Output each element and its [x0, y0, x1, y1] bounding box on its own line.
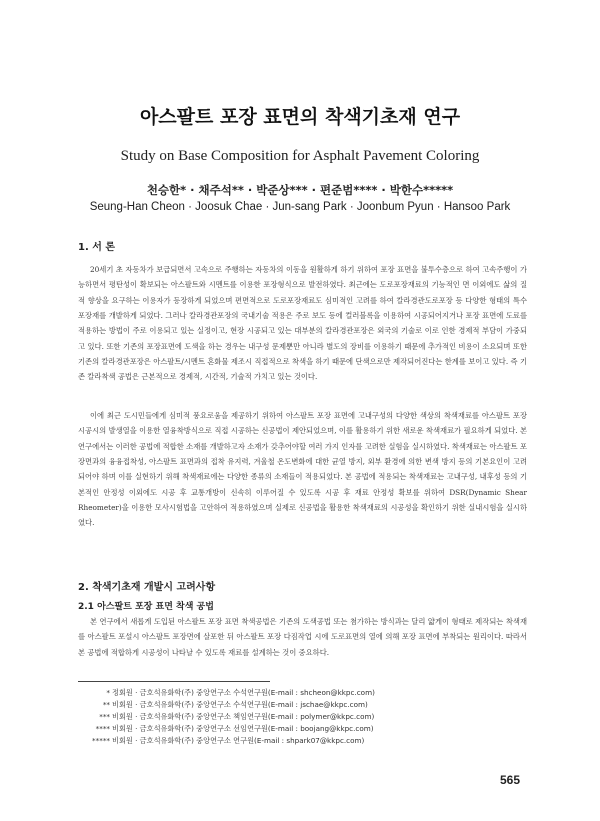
footnote-text: 비회원 · 금호석유화학(주) 중앙연구소 연구원(E-mail : shpark07@kkpc.com) [112, 736, 365, 745]
footnote-text: 정회원 · 금호석유화학(주) 중앙연구소 수석연구원(E-mail : shcheon@kkpc.com) [112, 688, 375, 697]
authors-english: Seung-Han Cheon · Joosuk Chae · Jun-sang Park · Joonbum Pyun · Hansoo Park [89, 201, 511, 213]
paper-title: 아스팔트 포장 표면의 착색기초재 연구 [139, 106, 461, 128]
footnote-5 [88, 735, 364, 746]
section-2-1-heading: 2.1 아스팔트 포장 표면 착색 공법 [78, 602, 214, 612]
footnote-mark: * [106, 688, 110, 697]
footnote-2 [88, 699, 368, 710]
footnote-mark: **** [95, 724, 110, 733]
footnote-4 [88, 723, 374, 734]
footnote-divider [78, 681, 270, 682]
footnote-mark: *** [99, 712, 110, 721]
footnote-text: 비회원 · 금호석유화학(주) 중앙연구소 책임연구원(E-mail : polymer@kkpc.com) [112, 712, 375, 721]
footnote-3 [88, 711, 374, 722]
section-1-paragraph-2: 이에 최근 도시민들에게 심미적 풍요로움을 제공하기 위하여 아스팔트 포장 표면에 고내구성의 다양한 색상의 착색재료를 아스팔트 포장 시공시의 발생열을 이용한 열융착방식으로 직접 시공하는 신공법이 제안되었으며, 이를 활용하기 위한 새로운 착색재료가 필요하게 되었다. 본 연구에서는 이러한 공법에 적합한 소재를 개발하고자 소재가 갖추어야할 여러 가지 인자를 고려한 실험을 실시하였다. 착색재료는 아스팔트 포장면과의 융융접착성, 아스팔트 표면과의 접착 유지력, 겨울철 온도변화에 대한 균열 방지, 외부 환경에 의한 변색 방지 등의 기본요인이 고려되어야 하며 이를 실현하기 위해 착색재료에는 다양한 종류의 소재들이 적용되었다. 본 공법에 적용되는 착색재료는 고내구성, 내후성 등의 기본적인 안정성 이외에도 시공 후 교통개방이 신속히 이루어질 수 있도록 시공 후 재료 안정성 확보를 위하여 DSR(Dynamic Shear Rheometer)을 이용한 모사시험법을 고안하여 적용하였으며 실제로 신공법을 활용한 착색재료의 시공성을 확인하기 위한 실내시험을 실시하였다. [78, 411, 527, 528]
footnote-mark: ***** [92, 736, 110, 745]
section-2-heading: 2. 착색기초재 개발시 고려사항 [78, 582, 216, 593]
section-1-paragraph-1: 20세기 초 자동차가 보급되면서 고속으로 주행하는 자동차의 이동을 원활하게 하기 위하여 포장 표면을 불투수층으로 하여 고속주행이 가능하면서 평탄성이 확보되는 아스팔트와 시멘트를 이용한 포장형식으로 발전하였다. 최근에는 도로포장재료의 기능적인 면 이외에도 삶의 질적 향상을 요구하는 이용자가 등장하게 되었으며 편면적으로 도로포장재료도 심미적인 고려를 하여 칼라경관도로포장 등 다양한 형태의 특수포장재를 개발하게 되었다. 그러나 칼라경관포장의 국내기술 적용은 주로 보도 등에 컬러블록을 이용하여 시공되어지거나 포장 표면에 도료를 적용하는 방법이 주로 이용되고 있는 실정이고, 현장 시공되고 있는 대부분의 칼라경관포장은 외국의 기술로 이로 인한 경제적 부담이 가중되고 있다. 또한 기존의 포장표면에 도색을 하는 경우는 내구성 문제뿐만 아니라 별도의 장비를 이용하기 때문에 추가적인 비용이 소요되며 또한 기존의 칼라경관포장은 아스팔트/시멘트 혼화물 제조시 직접적으로 착색을 하기 때문에 단색으로만 제작되어진다는 한계를 보이고 있다. 즉 기존 칼라착색 공법은 근본적으로 경제적, 시간적, 기술적 가치고 있는 것이다. [78, 265, 527, 382]
footnote-mark: ** [102, 700, 110, 709]
page-number: 565 [500, 773, 521, 787]
section-1-heading: 1. 서 론 [78, 242, 116, 253]
footnote-text: 비회원 · 금호석유화학(주) 중앙연구소 선임연구원(E-mail : boojang@kkpc.com) [112, 724, 374, 733]
footnote-1 [88, 687, 375, 698]
footnote-text: 비회원 · 금호석유화학(주) 중앙연구소 수석연구원(E-mail : jschae@kkpc.com) [112, 700, 368, 709]
authors-korean: 천승한* · 채주석** · 박준상*** · 편준범**** · 박한수***** [146, 183, 454, 197]
paper-subtitle-english: Study on Base Composition for Asphalt Pavement Coloring [120, 148, 480, 164]
section-2-1-paragraph: 본 연구에서 새롭게 도입된 아스팔트 포장 표면 착색공법은 기존의 도색공법 또는 첨가하는 방식과는 달리 얇게이 형태로 제작되는 착색재를 아스팔트 포설시 아스팔트 포장면에 살포한 뒤 아스팔트 포장 다짐작업 시에 도로표면의 열에 의해 포장 표면에 부착되는 원리이다. 따라서 본 공법에 적합하게 시공성이 나타날 수 있도록 재료를 설계하는 것이 중요하다. [78, 617, 527, 657]
